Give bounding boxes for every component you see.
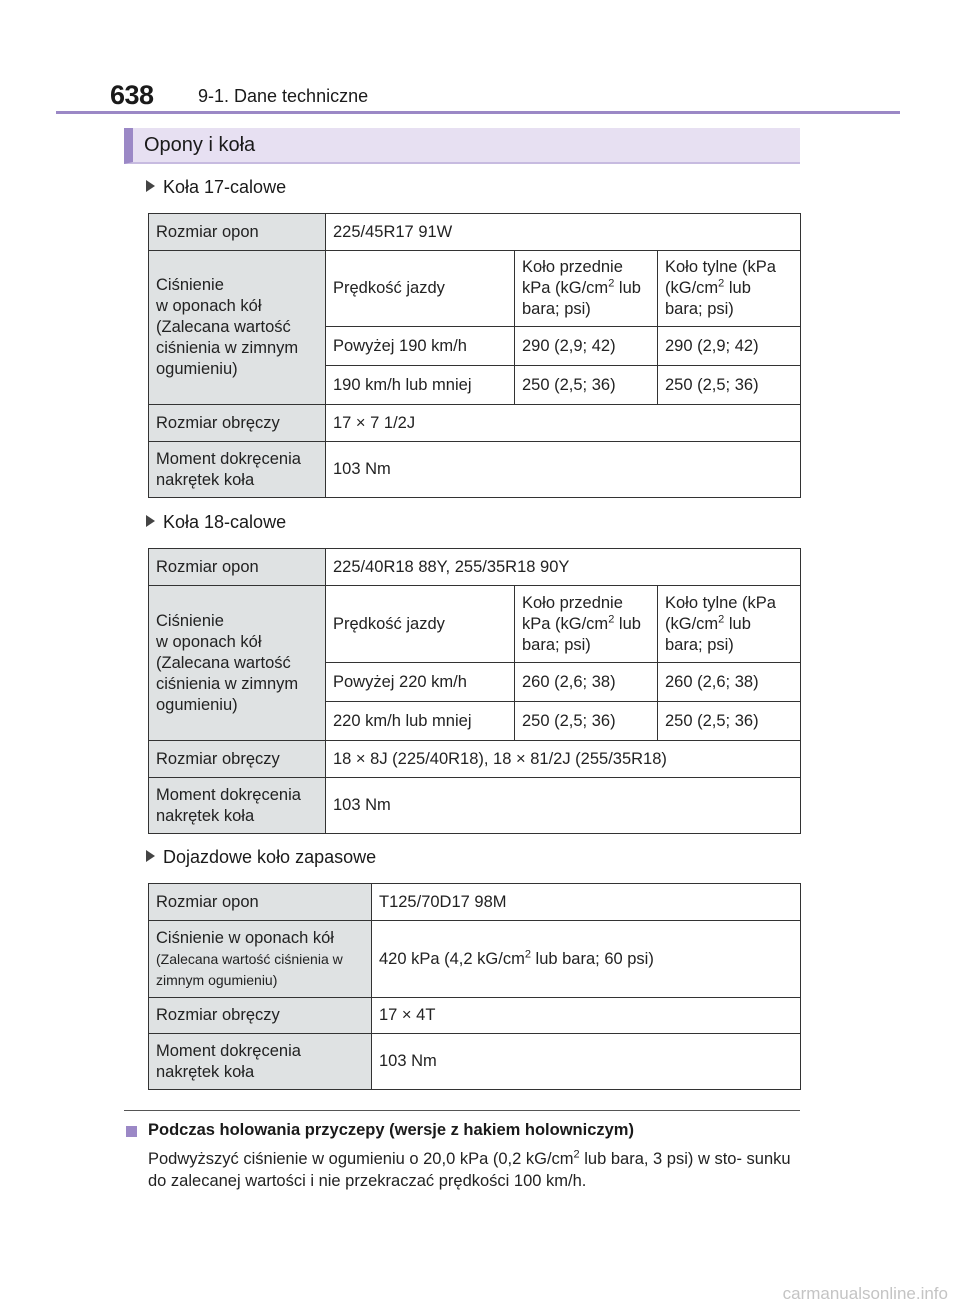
- table-spare-wheel: [148, 883, 801, 1090]
- table-wheels-17: [148, 213, 801, 498]
- value-cell: 225/45R17 91W: [326, 214, 801, 251]
- label-cell: Rozmiar obręczy: [149, 998, 372, 1034]
- superscript: 2: [608, 277, 615, 290]
- header-cell: [658, 251, 801, 327]
- table-row: [149, 251, 801, 327]
- label-cell: Ciśnienie w oponach kół (Zalecana wartość ciśnienia w zimnym ogumieniu): [149, 586, 326, 741]
- value-cell: 290 (2,9; 42): [658, 327, 801, 366]
- header-text: Koło przednie kPa (kG/cm: [522, 258, 623, 297]
- subheading-wheels-17: [146, 177, 286, 198]
- superscript: 2: [718, 277, 725, 290]
- triangle-bullet-icon: [146, 515, 155, 527]
- subheading-label: Koła 18-calowe: [163, 512, 287, 532]
- value-cell: Powyżej 190 km/h: [326, 327, 515, 366]
- value-cell: 103 Nm: [326, 778, 801, 834]
- header-cell: [658, 586, 801, 663]
- pressure-label: Ciśnienie w oponach kół: [156, 928, 334, 947]
- label-cell: Rozmiar opon: [149, 549, 326, 586]
- table-row: [149, 1034, 801, 1090]
- label-cell: Rozmiar obręczy: [149, 405, 326, 442]
- superscript: 2: [608, 613, 615, 625]
- value-cell: 103 Nm: [372, 1034, 801, 1090]
- header-text: lub bara; psi): [522, 614, 641, 654]
- note-body: [148, 1148, 803, 1192]
- note-divider: [124, 1110, 800, 1111]
- note-text: lub bara, 3 psi) w sto- sunku do zalecanej wartości i nie przekraczać prędkości 100 km/h.: [148, 1150, 791, 1190]
- header-text: lub bara; psi): [522, 279, 641, 318]
- value-cell: Powyżej 220 km/h: [326, 663, 515, 702]
- label-cell: Rozmiar opon: [149, 214, 326, 251]
- subheading-spare-wheel: [146, 847, 376, 868]
- table-row: [149, 405, 801, 442]
- header-text: lub bara; psi): [665, 279, 751, 318]
- value-cell: [372, 921, 801, 998]
- value-cell: 17 × 7 1/2J: [326, 405, 801, 442]
- table-row: [149, 778, 801, 834]
- superscript: 2: [718, 613, 725, 625]
- triangle-bullet-icon: [146, 850, 155, 862]
- section-title: Opony i koła: [144, 134, 256, 156]
- table-row: [149, 998, 801, 1034]
- value-cell: 290 (2,9; 42): [515, 327, 658, 366]
- value-cell: 250 (2,5; 36): [658, 702, 801, 741]
- superscript: 2: [524, 948, 531, 960]
- value-cell: 250 (2,5; 36): [515, 366, 658, 405]
- chapter-title: 9-1. Dane techniczne: [198, 86, 369, 106]
- pressure-label-note: (Zalecana wartość ciśnienia w zimnym ogumieniu): [156, 950, 343, 988]
- triangle-bullet-icon: [146, 180, 155, 192]
- watermark: carmanualsonline.info: [782, 1284, 948, 1303]
- value-cell: 220 km/h lub mniej: [326, 702, 515, 741]
- subheading-wheels-18: [146, 512, 286, 533]
- page-number: 638: [110, 80, 154, 110]
- label-cell: Moment dokręcenia nakrętek koła: [149, 778, 326, 834]
- value-cell: 190 km/h lub mniej: [326, 366, 515, 405]
- value-cell: T125/70D17 98M: [372, 884, 801, 921]
- label-cell: Moment dokręcenia nakrętek koła: [149, 442, 326, 498]
- value-cell: 225/40R18 88Y, 255/35R18 90Y: [326, 549, 801, 586]
- value-cell: 250 (2,5; 36): [658, 366, 801, 405]
- table-row: [149, 442, 801, 498]
- header-text: Koło tylne (kPa (kG/cm: [665, 593, 776, 633]
- header-cell: Prędkość jazdy: [326, 251, 515, 327]
- subheading-label: Koła 17-calowe: [163, 177, 287, 197]
- table-row: [149, 741, 801, 778]
- value-cell: 103 Nm: [326, 442, 801, 498]
- note-title: Podczas holowania przyczepy (wersje z hakiem holowniczym): [148, 1121, 634, 1139]
- value-cell: 18 × 8J (225/40R18), 18 × 81/2J (255/35R18): [326, 741, 801, 778]
- value-cell: 260 (2,6; 38): [515, 663, 658, 702]
- header-rule: [56, 111, 900, 114]
- header-cell: [515, 586, 658, 663]
- header-cell: [515, 251, 658, 327]
- value-text: lub bara; 60 psi): [530, 949, 654, 968]
- superscript: 2: [573, 1148, 580, 1161]
- label-cell: Ciśnienie w oponach kół (Zalecana wartość ciśnienia w zimnym ogumieniu): [149, 251, 326, 405]
- table-row: [149, 586, 801, 663]
- label-cell: Rozmiar obręczy: [149, 741, 326, 778]
- note-text: Podwyższyć ciśnienie w ogumieniu o 20,0 kPa (0,2 kG/cm: [148, 1150, 574, 1168]
- section-heading-band: [124, 128, 800, 164]
- value-text: 420 kPa (4,2 kG/cm: [379, 949, 525, 968]
- table-wheels-18: [148, 548, 801, 834]
- label-cell: Rozmiar opon: [149, 884, 372, 921]
- subheading-label: Dojazdowe koło zapasowe: [163, 847, 377, 867]
- header-text: Koło przednie kPa (kG/cm: [522, 593, 623, 633]
- table-row: [149, 921, 801, 998]
- table-row: [149, 884, 801, 921]
- label-cell: Moment dokręcenia nakrętek koła: [149, 1034, 372, 1090]
- header-text: lub bara; psi): [665, 614, 751, 654]
- value-cell: 260 (2,6; 38): [658, 663, 801, 702]
- table-row: [149, 549, 801, 586]
- header-cell: Prędkość jazdy: [326, 586, 515, 663]
- header-text: Koło tylne (kPa (kG/cm: [665, 258, 776, 297]
- square-bullet-icon: [126, 1126, 137, 1137]
- table-row: [149, 214, 801, 251]
- value-cell: 250 (2,5; 36): [515, 702, 658, 741]
- value-cell: 17 × 4T: [372, 998, 801, 1034]
- label-cell: [149, 921, 372, 998]
